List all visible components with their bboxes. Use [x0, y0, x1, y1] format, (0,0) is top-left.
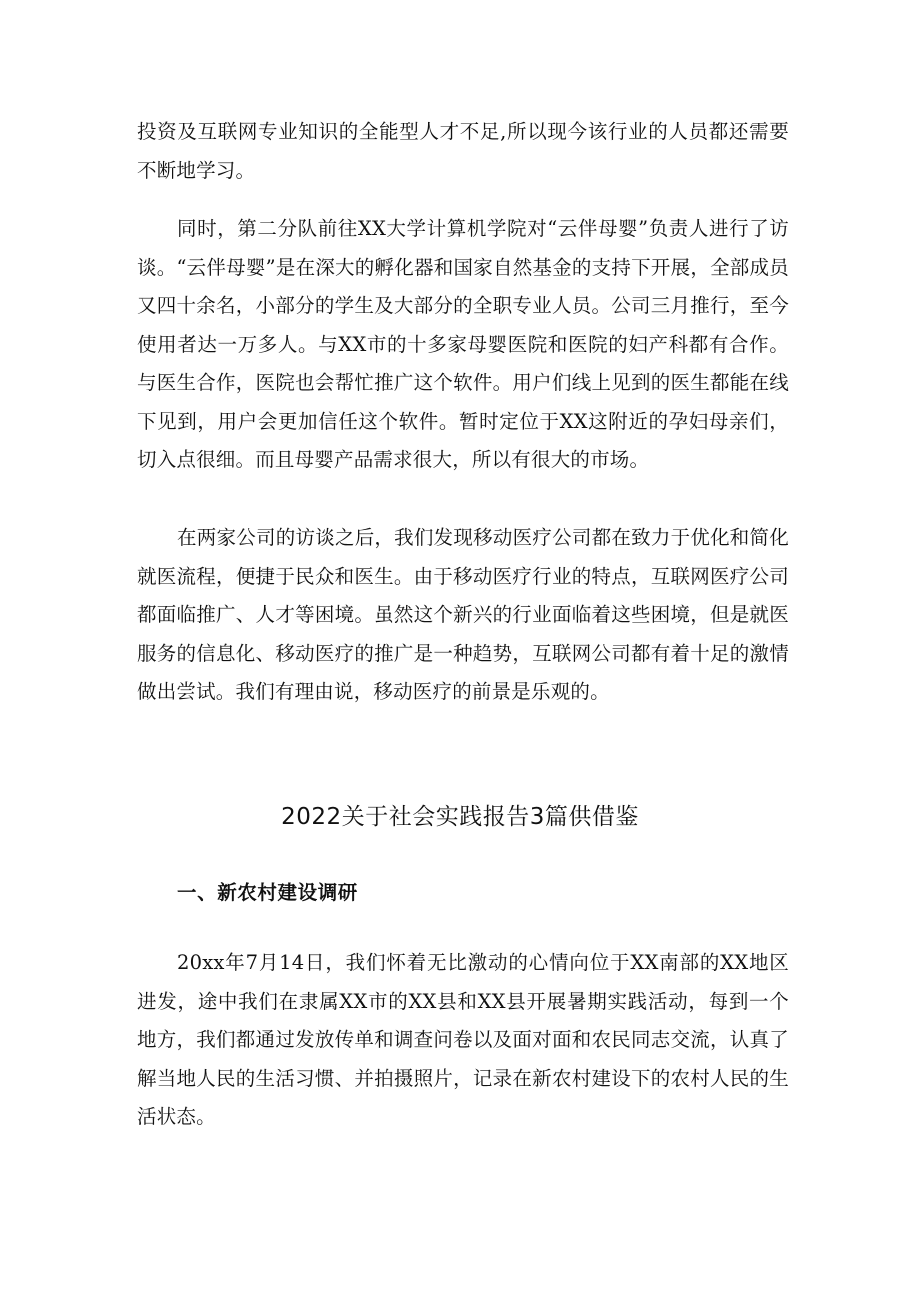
subsection-title: 一、新农村建设调研: [177, 881, 358, 904]
paragraph-continuation: 投资及互联网专业知识的全能型人才不足,所以现今该行业的人员都还需要不断地学习。: [137, 120, 789, 182]
paragraph-conclusion: 在两家公司的访谈之后，我们发现移动医疗公司都在致力于优化和简化就医流程，便捷于民众和医生。由于移动医疗行业的特点，互联网医疗公司都面临推广、人才等困境。虽然这个新兴的行业面临着这些困境，但是就医服务的信息化、移动医疗的推广是一种趋势，互联网公司都有着十足的激情做出尝试。我们有理由说，移动医疗的前景是乐观的。: [137, 526, 789, 703]
section-heading: 2022关于社会实践报告3篇供借鉴: [281, 804, 639, 830]
paragraph-rural-survey: 20xx年7月14日，我们怀着无比激动的心情向位于XX南部的XX地区进发，途中我们在隶属XX市的XX县和XX县开展暑期实践活动，每到一个地方，我们都通过发放传单和调查问卷以及面对面和农民同志交流，认真了解当地人民的生活习惯、并拍摄照片，记录在新农村建设下的农村人民的生活状态。: [137, 951, 789, 1128]
paragraph-interview: 同时，第二分队前往XX大学计算机学院对“云伴母婴”负责人进行了访谈。“云伴母婴”是在深大的孵化器和国家自然基金的支持下开展，全部成员又四十余名，小部分的学生及大部分的全职专业人员。公司三月推行，至今使用者达一万多人。与XX市的十多家母婴医院和医院的妇产科都有合作。与医生合作，医院也会帮忙推广这个软件。用户们线上见到的医生都能在线下见到，用户会更加信任这个软件。暂时定位于XX这附近的孕妇母亲们，切入点很细。而且母婴产品需求很大，所以有很大的市场。: [137, 217, 789, 471]
